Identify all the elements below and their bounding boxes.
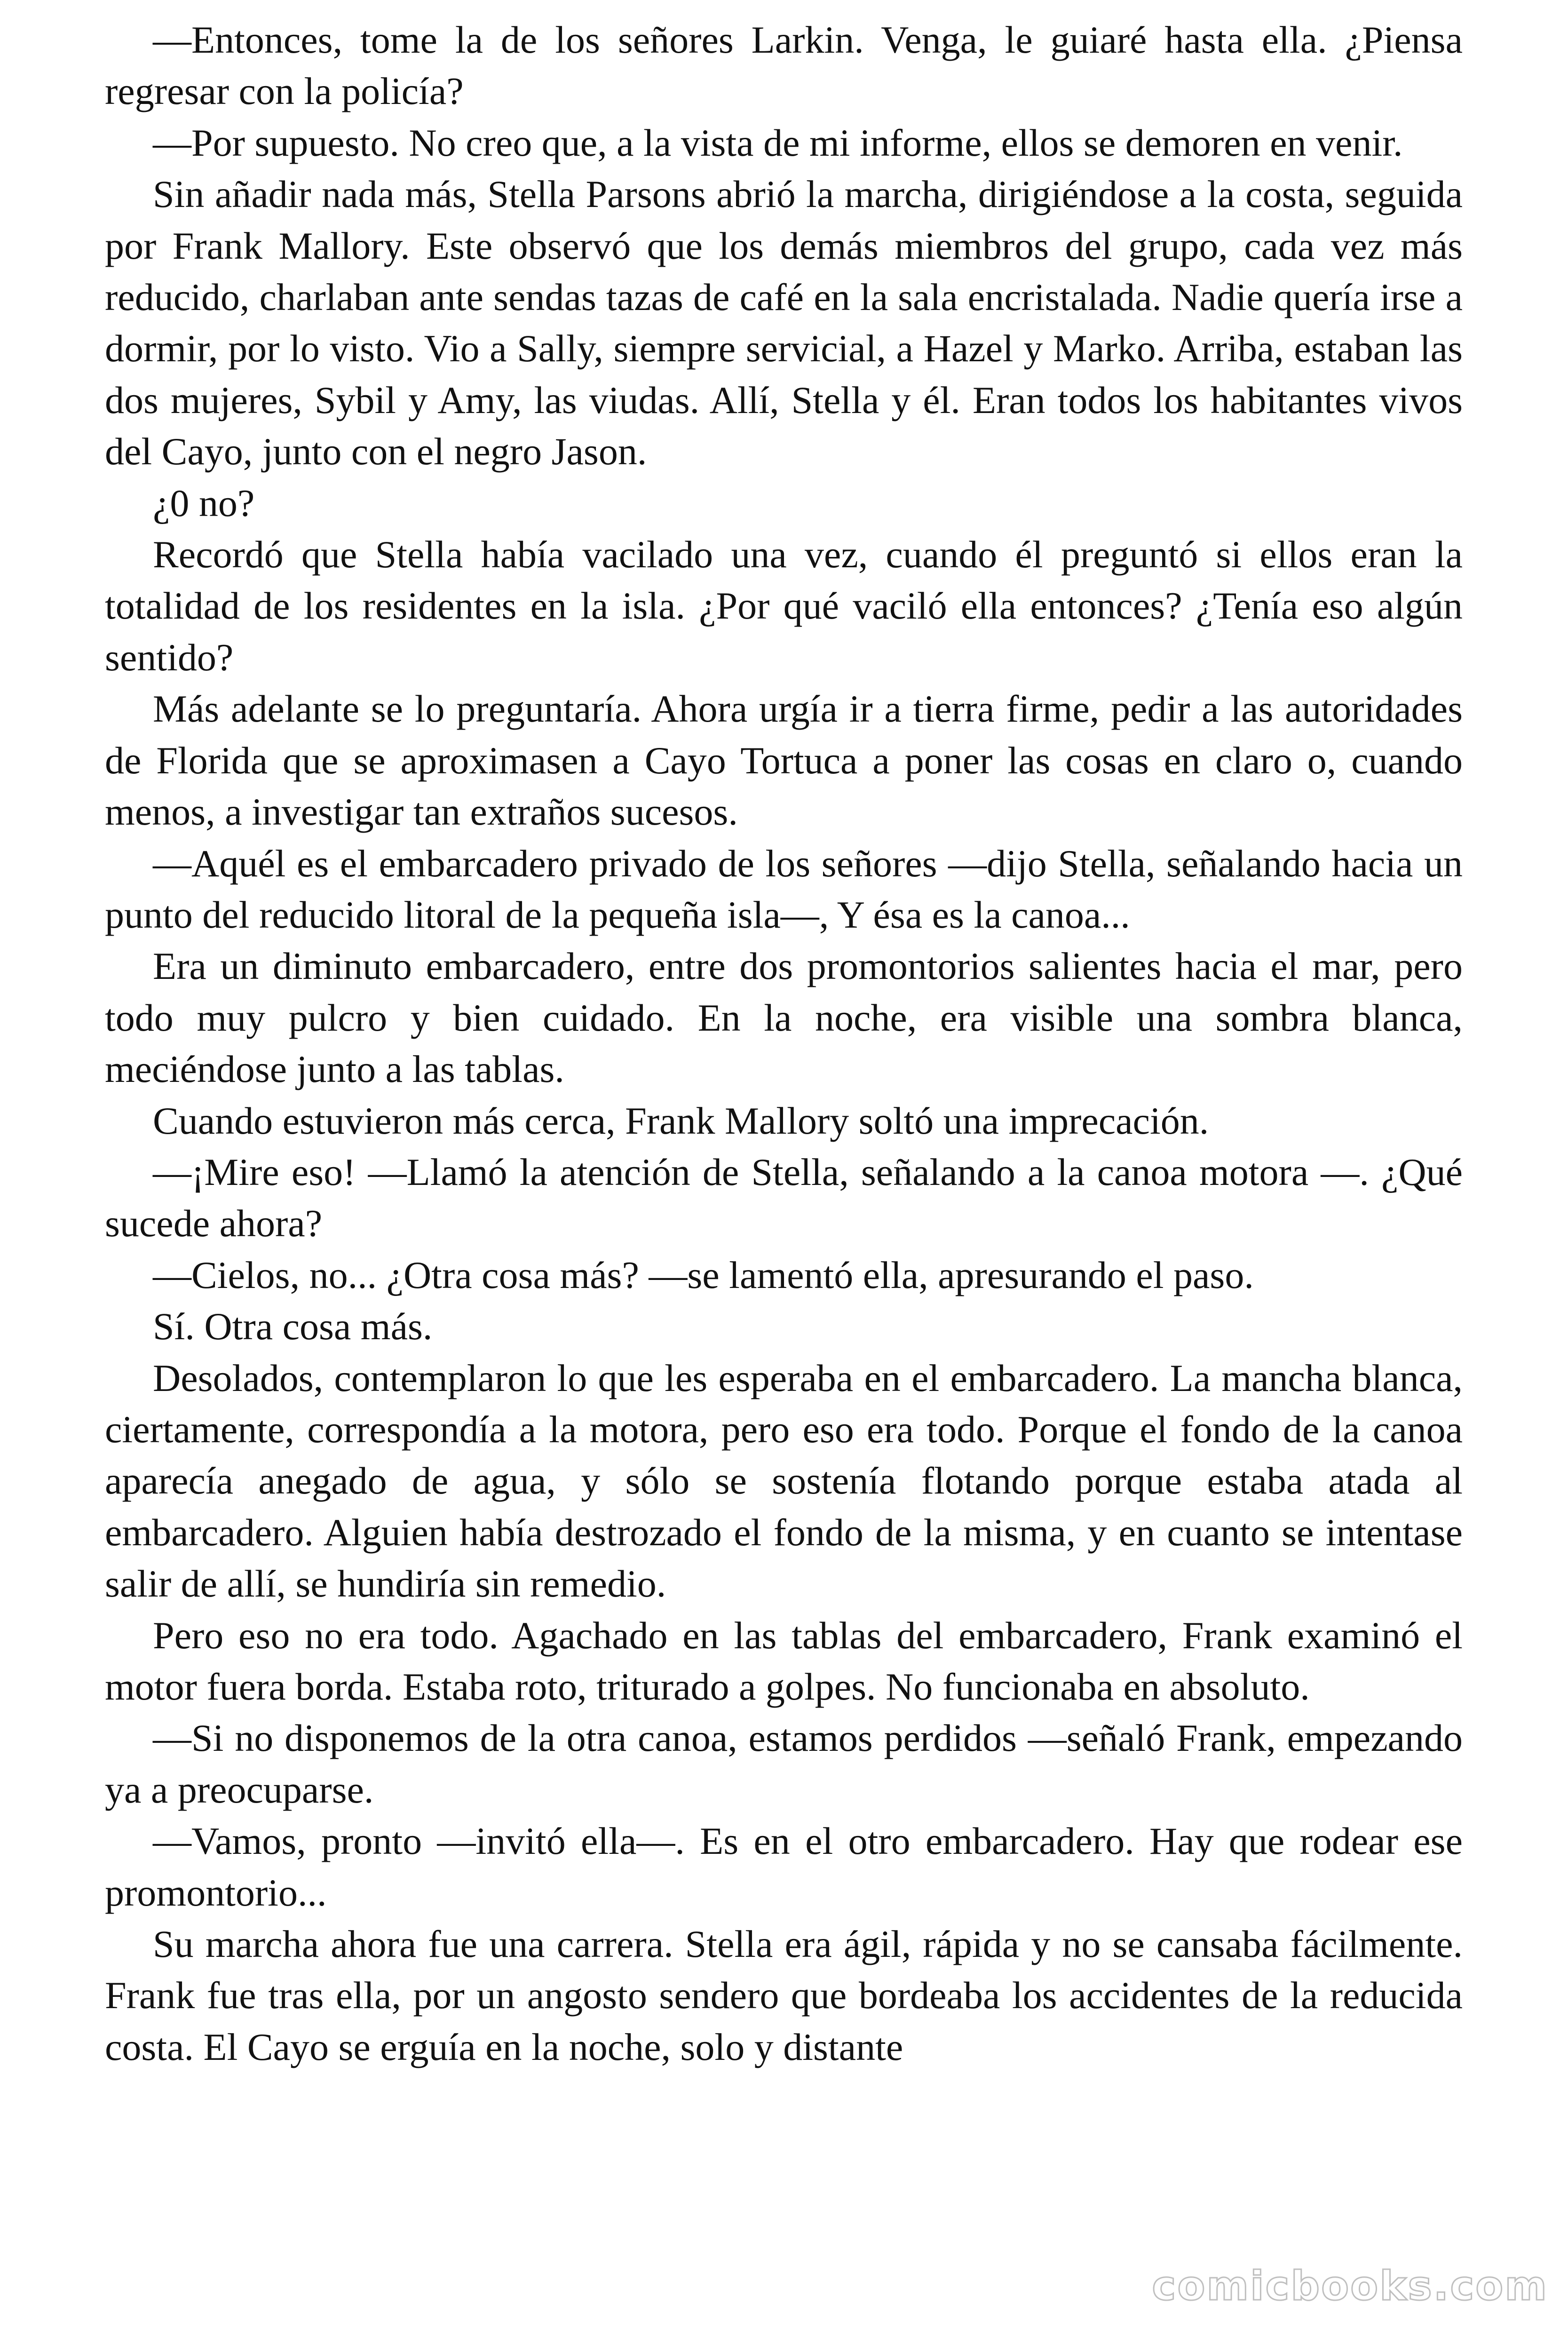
watermark: comicbooks.com bbox=[1152, 2263, 1548, 2310]
paragraph: Sí. Otra cosa más. bbox=[153, 1305, 433, 1348]
paragraph: —Aquél es el embarcadero privado de los señores —dijo Stella, señalando hacia un punto del reducido litoral de la pequeña isla—, Y ésa es la canoa... bbox=[105, 842, 1463, 936]
paragraph: Su marcha ahora fue una carrera. Stella era ágil, rápida y no se cansaba fácilmente. Frank fue tras ella, por un angosto sendero que bordeaba los accidentes de la reducida costa. El Cayo se erguía en la noche, solo y distante bbox=[105, 1923, 1463, 2068]
paragraph: —Vamos, pronto —invitó ella—. Es en el otro embarcadero. Hay que rodear ese promontorio... bbox=[105, 1820, 1463, 1914]
paragraph: Más adelante se lo preguntaría. Ahora urgía ir a tierra firme, pedir a las autoridades de Florida que se aproximasen a Cayo Tortuca a poner las cosas en claro o, cuando menos, a investigar tan extraños sucesos. bbox=[105, 687, 1463, 834]
paragraph: ¿0 no? bbox=[153, 481, 255, 524]
paragraph: Sin añadir nada más, Stella Parsons abrió la marcha, dirigiéndose a la costa, seguida por Frank Mallory. Este observó que los demás miembros del grupo, cada vez más reducido, charlaban ante sendas tazas de café en la sala encristalada. Nadie quería irse a dormir, por lo visto. Vio a Sally, siempre servicial, a Hazel y Marko. Arriba, estaban las dos mujeres, Sybil y Amy, las viudas. Allí, Stella y él. Eran todos los habitantes vivos del Cayo, junto con el negro Jason. bbox=[105, 173, 1463, 473]
paragraph: —Si no disponemos de la otra canoa, estamos perdidos —señaló Frank, empezando ya a preocuparse. bbox=[105, 1716, 1463, 1811]
paragraph: —Entonces, tome la de los señores Larkin. Venga, le guiaré hasta ella. ¿Piensa regresar con la policía? bbox=[105, 18, 1463, 113]
paragraph: Pero eso no era todo. Agachado en las tablas del embarcadero, Frank examinó el motor fuera borda. Estaba roto, triturado a golpes. No funcionaba en absoluto. bbox=[105, 1613, 1463, 1708]
paragraph: Cuando estuvieron más cerca, Frank Mallory soltó una imprecación. bbox=[153, 1099, 1209, 1142]
paragraph: Desolados, contemplaron lo que les esperaba en el embarcadero. La mancha blanca, ciertamente, correspondía a la motora, pero eso era todo. Porque el fondo de la canoa aparecía anegado de agua, y sólo se sostenía flotando porque estaba atada al embarcadero. Alguien había destrozado el fondo de la misma, y en cuanto se intentase salir de allí, se hundiría sin remedio. bbox=[105, 1356, 1463, 1605]
paragraph: Recordó que Stella había vacilado una vez, cuando él preguntó si ellos eran la totalidad de los residentes en la isla. ¿Por qué vaciló ella entonces? ¿Tenía eso algún sentido? bbox=[105, 533, 1463, 679]
body-text bbox=[105, 14, 1463, 2073]
paragraph: Era un diminuto embarcadero, entre dos promontorios salientes hacia el mar, pero todo muy pulcro y bien cuidado. En la noche, era visible una sombra blanca, meciéndose junto a las tablas. bbox=[105, 945, 1463, 1091]
paragraph: —Cielos, no... ¿Otra cosa más? —se lamentó ella, apresurando el paso. bbox=[153, 1253, 1254, 1296]
paragraph: —Por supuesto. No creo que, a la vista de mi informe, ellos se demoren en venir. bbox=[153, 121, 1403, 164]
paragraph: —¡Mire eso! —Llamó la atención de Stella, señalando a la canoa motora —. ¿Qué sucede ahora? bbox=[105, 1150, 1463, 1245]
